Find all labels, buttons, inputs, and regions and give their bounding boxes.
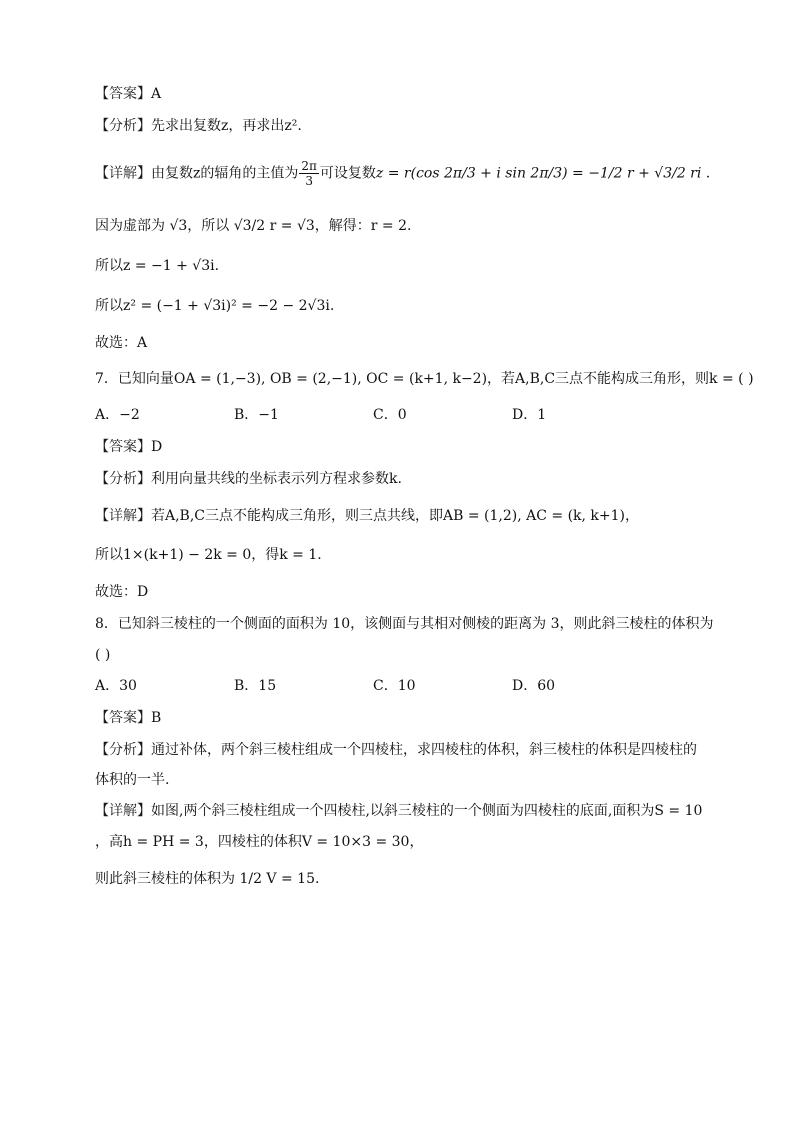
q7-analysis-line — [95, 469, 402, 489]
q7-so-line — [95, 545, 322, 565]
q8-analysis-line1 — [95, 740, 697, 760]
q7-option-b: B．−1 — [234, 407, 279, 423]
imaginary-text: 因为虚部为 √3，所以 √3/2 r = √3，解得：r = 2. — [95, 218, 412, 234]
q7-choice-line — [95, 582, 148, 602]
analysis-text-2: 体积的一半. — [95, 772, 170, 788]
answer-value: A — [151, 86, 162, 102]
q8-detail-line1 — [95, 801, 702, 821]
q7-stem — [95, 369, 754, 389]
detail-text: 若A,B,C三点不能构成三角形，则三点共线，即AB = (1,2), AC = (k, k+1)， — [151, 508, 640, 524]
q8-stem-line2 — [95, 645, 110, 665]
q8-option-b: B．15 — [234, 678, 277, 694]
z-squared-text: 所以z² = (−1 + √3i)² = −2 − 2√3i. — [95, 298, 335, 314]
q8-final-line — [95, 869, 319, 889]
analysis-label: 【分析】 — [95, 742, 151, 758]
answer-label: 【答案】 — [95, 86, 151, 102]
q8-option-a: A．30 — [95, 678, 137, 694]
detail-formula: z = r(cos 2π/3 + i sin 2π/3) = −1/2 r + √3/2 ri . — [375, 165, 711, 182]
q8-detail-line2 — [95, 832, 423, 852]
q6-analysis-line — [95, 116, 302, 136]
q6-z-squared-line — [95, 296, 334, 316]
answer-value: D — [151, 439, 163, 455]
q8-stem-line1 — [95, 614, 714, 634]
so-text: 所以1×(k+1) − 2k = 0，得k = 1. — [95, 547, 322, 563]
q8-analysis-line2 — [95, 770, 169, 790]
q7-option-c: C．0 — [373, 407, 407, 423]
detail-text-2: ，高h = PH = 3，四棱柱的体积V = 10×3 = 30， — [95, 834, 424, 850]
q7-option-a: A．−2 — [95, 407, 140, 423]
detail-text-1: 如图,两个斜三棱柱组成一个四棱柱,以斜三棱柱的一个侧面为四棱柱的底面,面积为S = 10 — [151, 803, 703, 819]
q6-imaginary-line — [95, 216, 411, 236]
detail-text-a: 由复数z的辐角的主值为 — [151, 165, 299, 182]
angle-fraction: $\frac{2\pi}{3}$ — [301, 159, 317, 188]
q7-detail-line — [95, 506, 639, 526]
q8-stem-text-2: ( ) — [95, 647, 111, 663]
q7-option-d: D．1 — [512, 407, 547, 423]
final-text: 则此斜三棱柱的体积为 1/2 V = 15. — [95, 871, 320, 887]
answer-value: B — [151, 710, 162, 726]
detail-label: 【详解】 — [95, 803, 151, 819]
choice-text: 故选：A — [95, 335, 148, 351]
q7-answer-line — [95, 437, 162, 457]
analysis-label: 【分析】 — [95, 118, 151, 134]
q8-answer-line — [95, 708, 161, 728]
q6-z-line — [95, 256, 219, 276]
analysis-text: 利用向量共线的坐标表示列方程求参数k. — [151, 471, 402, 487]
detail-text-b: 可设复数 — [319, 165, 376, 182]
answer-label: 【答案】 — [95, 439, 151, 455]
q6-detail-line — [95, 159, 710, 188]
q8-option-c: C．10 — [373, 678, 416, 694]
analysis-label: 【分析】 — [95, 471, 151, 487]
answer-label: 【答案】 — [95, 710, 151, 726]
analysis-text-1: 通过补体，两个斜三棱柱组成一个四棱柱，求四棱柱的体积，斜三棱柱的体积是四棱柱的 — [151, 742, 697, 758]
q6-choice-line — [95, 333, 147, 353]
z-text: 所以z = −1 + √3i. — [95, 258, 220, 274]
q8-option-d: D．60 — [512, 678, 556, 694]
choice-text: 故选：D — [95, 584, 149, 600]
detail-label: 【详解】 — [95, 508, 151, 524]
q6-answer-line — [95, 84, 161, 104]
detail-label: 【详解】 — [95, 165, 151, 182]
analysis-text: 先求出复数z，再求出z². — [151, 118, 302, 134]
q8-stem-text-1: 8．已知斜三棱柱的一个侧面的面积为 10，该侧面与其相对侧棱的距离为 3，则此斜三棱柱的体积为 — [95, 616, 714, 632]
q7-stem-text: 7．已知向量OA = (1,−3), OB = (2,−1), OC = (k+1, k−2)，若A,B,C三点不能构成三角形，则k = ( ) — [95, 371, 754, 387]
